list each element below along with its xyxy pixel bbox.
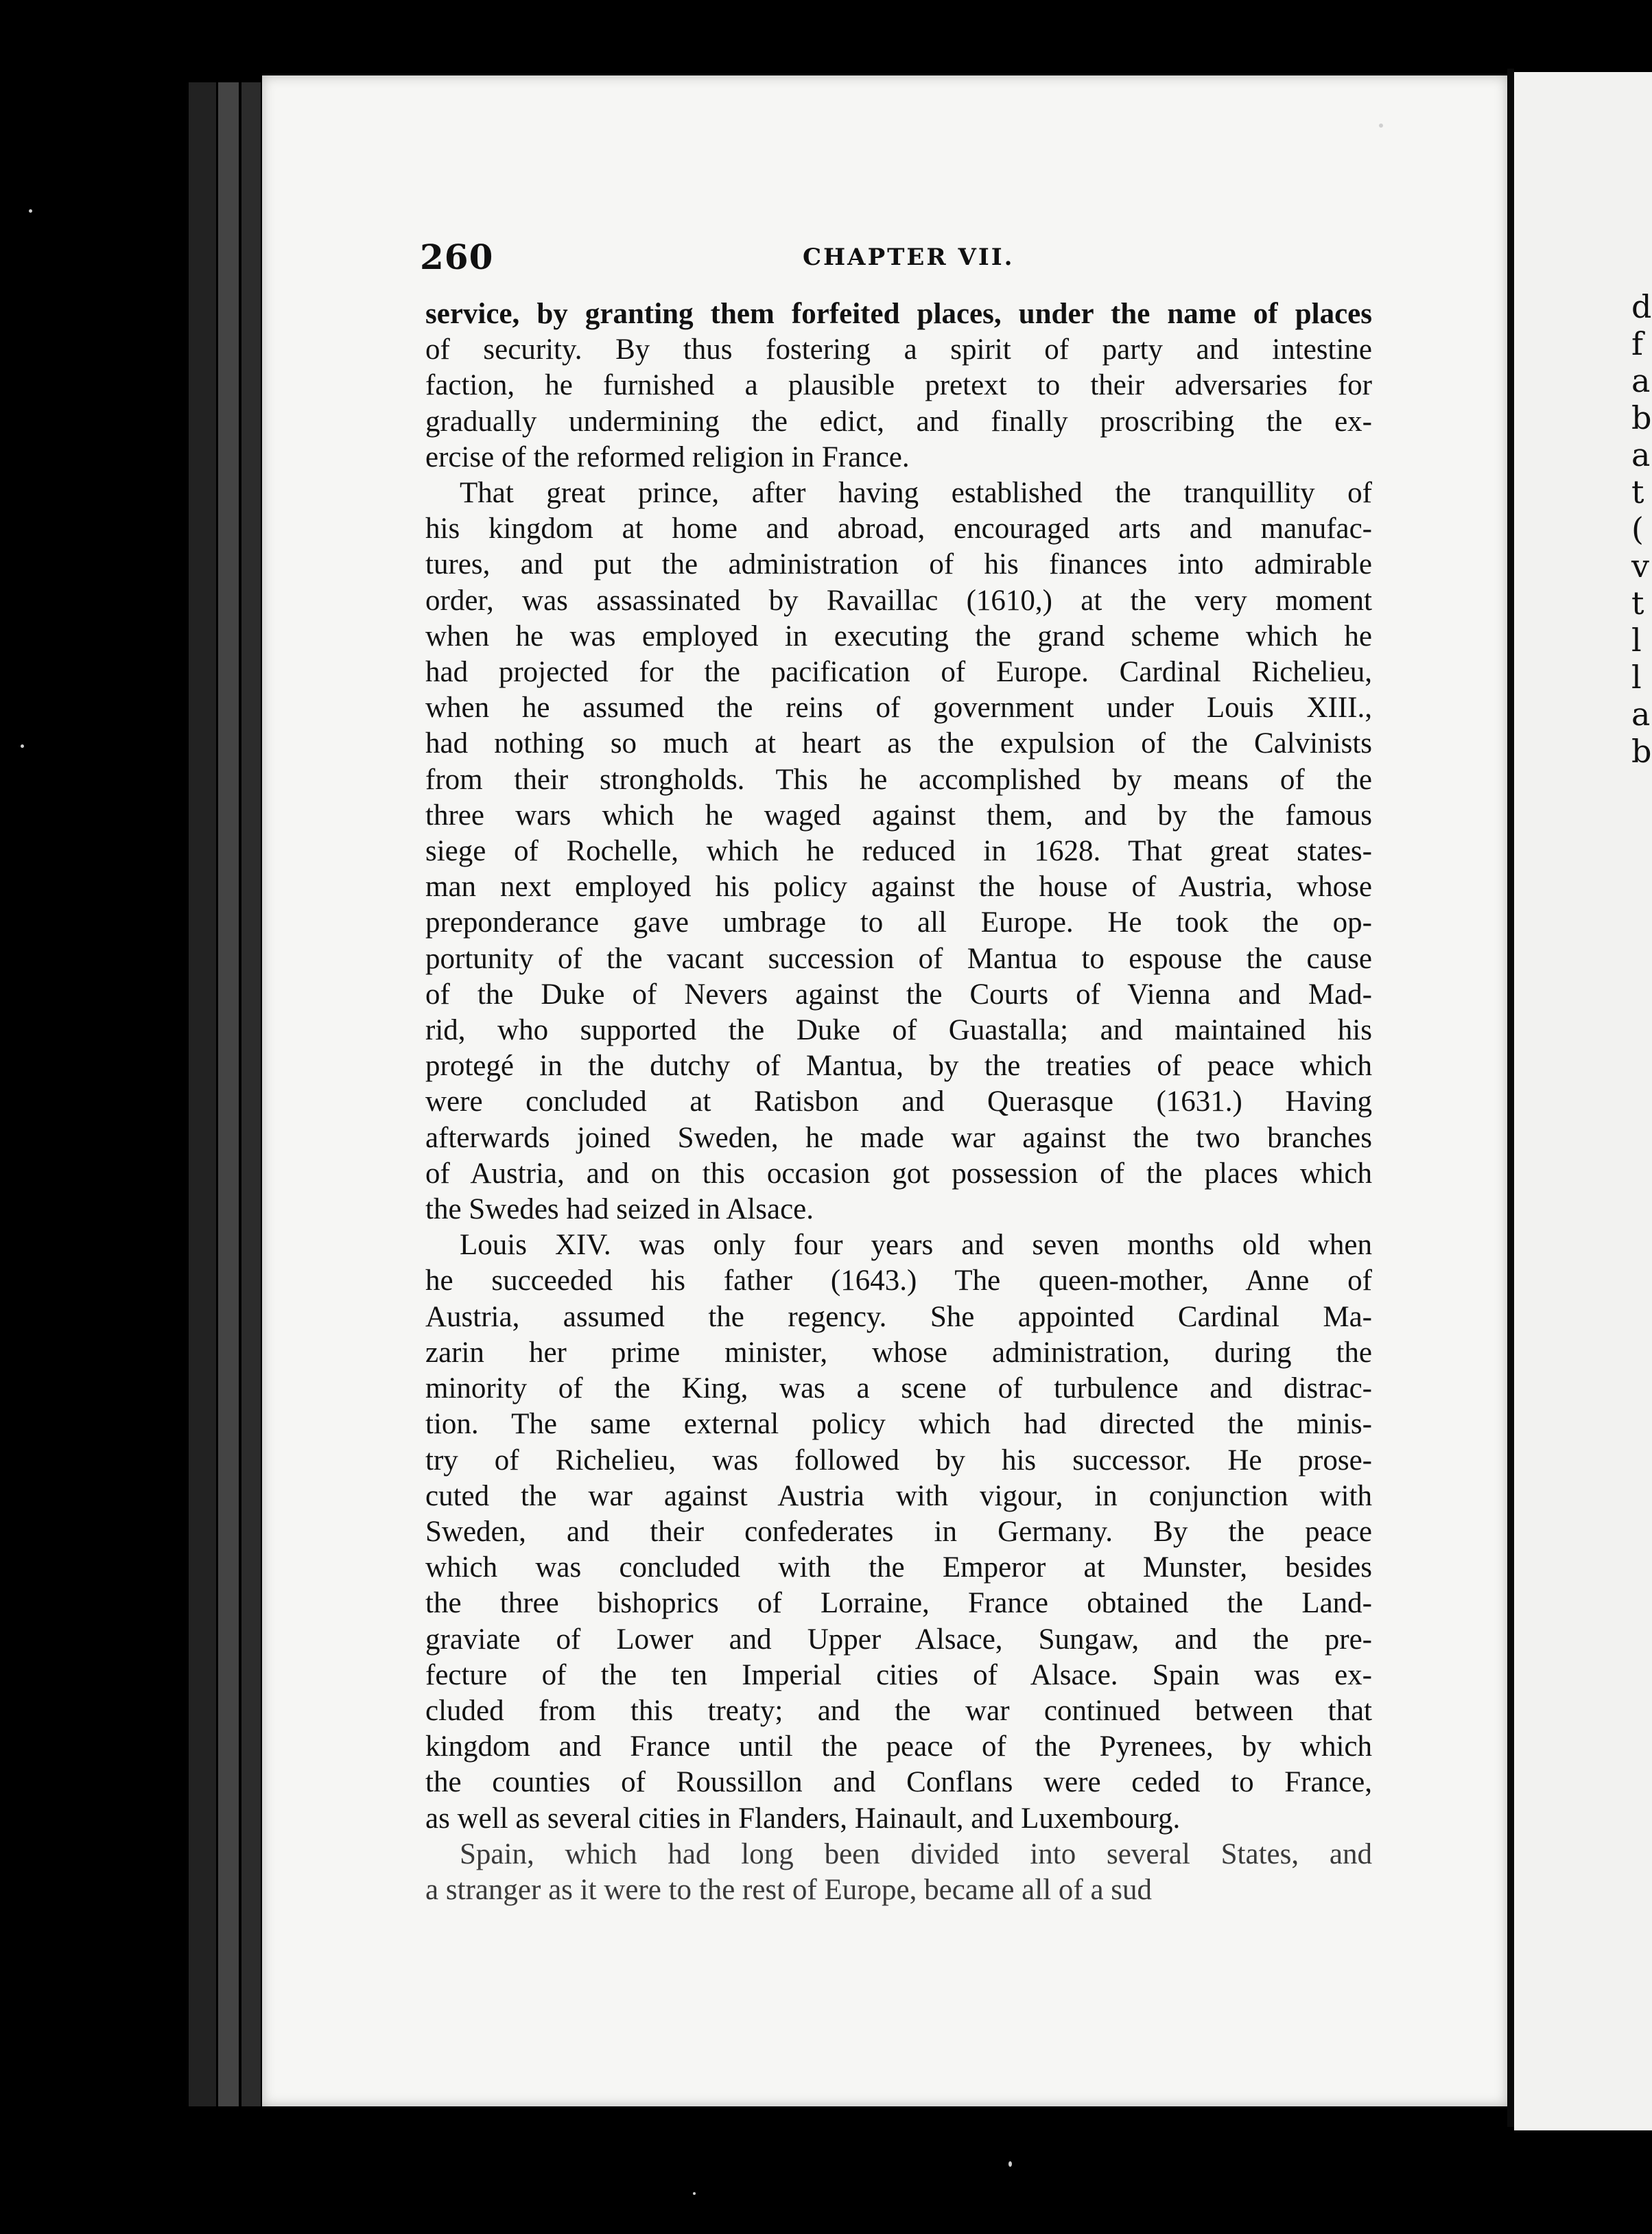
adjacent-page-letter: a [1631, 362, 1651, 399]
scan-speck [21, 744, 24, 748]
text-line: siege of Rochelle, which he reduced in 1628. That great states- [425, 835, 1372, 868]
text-line: gradually undermining the edict, and finally proscribing the ex- [425, 405, 1372, 438]
text-line: tion. The same external policy which had directed the minis- [425, 1408, 1372, 1441]
text-line: try of Richelieu, was followed by his successor. He prose- [425, 1444, 1372, 1477]
text-line: zarin her prime minister, whose administration, during the [425, 1336, 1372, 1369]
text-line: of security. By thus fostering a spirit of party and intestine [425, 333, 1372, 366]
text-line: fecture of the ten Imperial cities of Alsace. Spain was ex- [425, 1658, 1372, 1691]
text-line: had projected for the pacification of Europe. Cardinal Richelieu, [425, 656, 1372, 689]
adjacent-page-letter: f [1631, 325, 1644, 362]
text-line: from their strongholds. This he accomplished by means of the [425, 763, 1372, 796]
adjacent-page-letter: b [1631, 733, 1652, 770]
text-line: when he assumed the reins of government under Louis XIII., [425, 692, 1372, 725]
scan-speck [693, 2192, 696, 2195]
text-line: Louis XIV. was only four years and seven months old when [460, 1229, 1372, 1262]
text-line: tures, and put the administration of his finances into admirable [425, 548, 1372, 581]
text-line: cluded from this treaty; and the war continued between that [425, 1694, 1372, 1727]
text-line: Austria, assumed the regency. She appointed Cardinal Ma- [425, 1300, 1372, 1333]
text-line: preponderance gave umbrage to all Europe. He took the op- [425, 906, 1372, 939]
adjacent-page-letter: t [1631, 585, 1644, 622]
adjacent-page-letter: d [1631, 288, 1652, 325]
book-binding-edge [241, 82, 261, 2106]
book-binding-edge [218, 82, 239, 2106]
text-line: were concluded at Ratisbon and Querasque (1631.) Having [425, 1085, 1372, 1118]
text-line: service, by granting them forfeited places, under the name of places [425, 298, 1372, 330]
adjacent-page-letter: a [1631, 696, 1651, 733]
text-line: as well as several cities in Flanders, Hainault, and Luxembourg. [425, 1802, 1181, 1835]
adjacent-page-letter: a [1631, 436, 1651, 473]
text-line: afterwards joined Sweden, he made war against the two branches [425, 1121, 1372, 1154]
text-line: three wars which he waged against them, and by the famous [425, 799, 1372, 832]
text-line: a stranger as it were to the rest of Europe, became all of a sud [425, 1873, 1153, 1906]
adjacent-page-letter: t [1631, 473, 1644, 510]
text-line: of the Duke of Nevers against the Courts of Vienna and Mad- [425, 978, 1372, 1011]
text-line: when he was employed in executing the grand scheme which he [425, 620, 1372, 652]
adjacent-page-letter: l [1631, 659, 1642, 696]
text-line: kingdom and France until the peace of the Pyrenees, by which [425, 1730, 1372, 1763]
text-line: man next employed his policy against the house of Austria, whose [425, 871, 1372, 904]
scan-speck [1379, 124, 1383, 128]
book-binding-edge [189, 82, 216, 2106]
adjacent-page-letter: b [1631, 399, 1652, 436]
text-line: the Swedes had seized in Alsace. [425, 1193, 814, 1226]
body-text [425, 296, 1372, 1908]
chapter-title: CHAPTER VII. [803, 244, 1015, 271]
text-line: protegé in the dutchy of Mantua, by the treaties of peace which [425, 1050, 1372, 1083]
text-line: That great prince, after having established the tranquillity of [460, 477, 1372, 510]
text-line: ercise of the reformed religion in France. [425, 440, 910, 473]
adjacent-page-letter: v [1631, 548, 1649, 585]
adjacent-page-letters [1631, 288, 1652, 770]
adjacent-page-letter: ( [1631, 510, 1644, 548]
text-line: graviate of Lower and Upper Alsace, Sungaw, and the pre- [425, 1623, 1372, 1656]
page-gutter [1507, 69, 1514, 2127]
page-number: 260 [420, 237, 494, 277]
text-line: of Austria, and on this occasion got possession of the places which [425, 1157, 1372, 1190]
scan-speck [1008, 2161, 1012, 2167]
text-line: cuted the war against Austria with vigour, in conjunction with [425, 1479, 1372, 1512]
text-line: the counties of Roussillon and Conflans were ceded to France, [425, 1766, 1372, 1799]
text-line: had nothing so much at heart as the expulsion of the Calvinists [425, 727, 1372, 760]
scan-speck [29, 209, 32, 213]
text-line: his kingdom at home and abroad, encouraged arts and manufac- [425, 513, 1372, 545]
text-line: rid, who supported the Duke of Guastalla; and maintained his [425, 1014, 1372, 1047]
running-head [420, 237, 1380, 278]
text-line: Sweden, and their confederates in Germany. By the peace [425, 1515, 1372, 1548]
text-line: which was concluded with the Emperor at Munster, besides [425, 1551, 1372, 1584]
text-line: he succeeded his father (1643.) The queen-mother, Anne of [425, 1265, 1372, 1297]
adjacent-page-letter: l [1631, 622, 1642, 659]
text-line: faction, he furnished a plausible pretext to their adversaries for [425, 369, 1372, 402]
text-line: portunity of the vacant succession of Mantua to espouse the cause [425, 942, 1372, 975]
text-line: order, was assassinated by Ravaillac (1610,) at the very moment [425, 584, 1372, 617]
text-line: minority of the King, was a scene of turbulence and distrac- [425, 1372, 1372, 1405]
text-line: the three bishoprics of Lorraine, France obtained the Land- [425, 1587, 1372, 1620]
text-line: Spain, which had long been divided into several States, and [460, 1837, 1372, 1870]
